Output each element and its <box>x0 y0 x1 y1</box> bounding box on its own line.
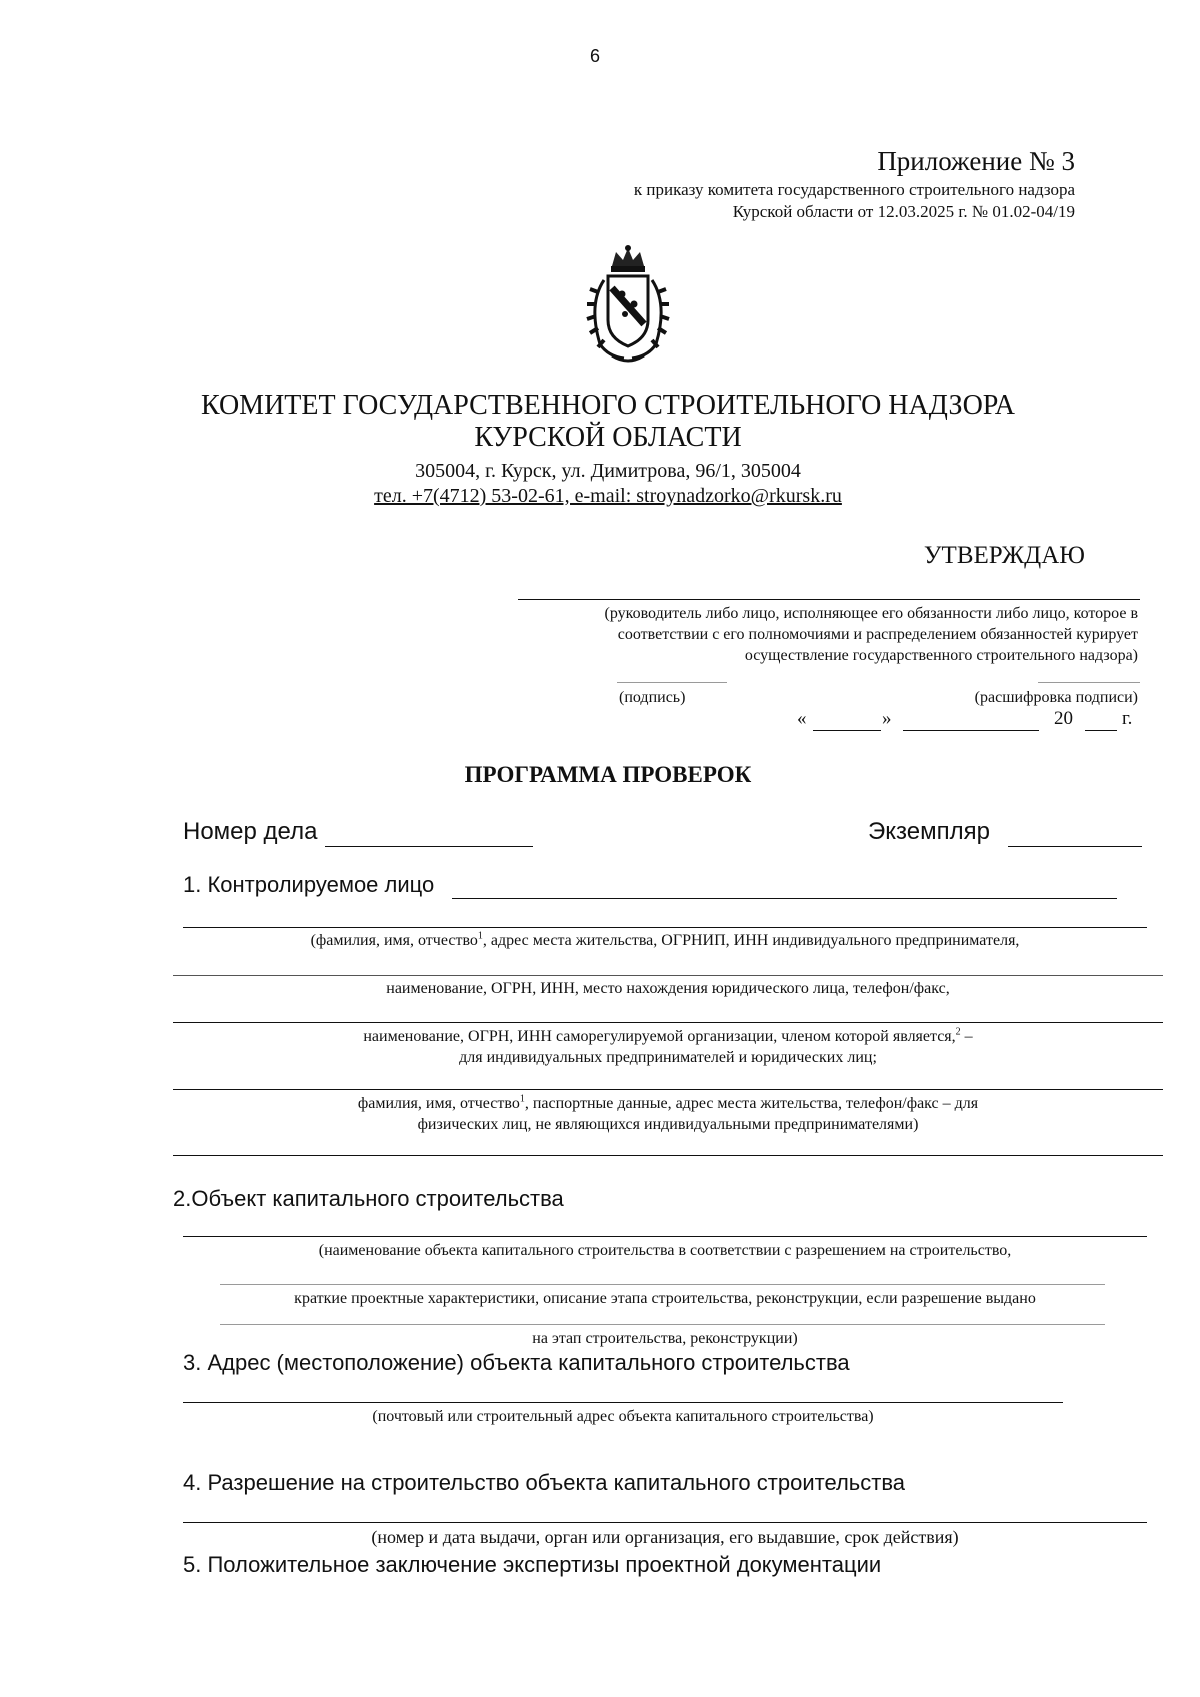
section1-caption1: (фамилия, имя, отчество$^1$, адрес места жительства, ОГРНИП, ИНН индивидуального предпринимателя, <box>310 930 1020 949</box>
section1-caption3-line2: для индивидуальных предпринимателей и юридических лиц; <box>459 1049 877 1066</box>
approver-caption-line1: (руководитель либо лицо, исполняющее его обязанности либо лицо, которое в <box>604 605 1138 622</box>
section1-input-line[interactable] <box>452 898 1117 899</box>
section1-caption4: фамилия, имя, отчество$^1$, паспортные данные, адрес места жительства, телефон/факс – для <box>357 1093 979 1112</box>
date-month-line <box>903 730 1039 731</box>
section1-label: 1. Контролируемое лицо <box>183 872 435 897</box>
section1-line4[interactable] <box>173 1022 1163 1023</box>
section1-line6[interactable] <box>173 1155 1163 1156</box>
section2-line3[interactable] <box>220 1324 1105 1325</box>
section2-caption2: краткие проектные характеристики, описание этапа строительства, реконструкции, если разрешение выдано <box>294 1290 1036 1307</box>
date-year-line <box>1085 730 1117 731</box>
decoding-label: (расшифровка подписи) <box>974 689 1138 706</box>
copy-label: Экземпляр <box>868 818 990 845</box>
section2-caption1: (наименование объекта капитального строительства в соответствии с разрешением на строительство, <box>318 1242 1012 1259</box>
date-year-suffix: г. <box>1122 708 1133 729</box>
document-title: ПРОГРАММА ПРОВЕРОК <box>464 762 752 787</box>
copy-line[interactable] <box>1008 846 1142 847</box>
section2-line2[interactable] <box>220 1284 1105 1285</box>
section3-caption: (почтовый или строительный адрес объекта капитального строительства) <box>372 1408 874 1425</box>
section5-label: 5. Положительное заключение экспертизы проектной документации <box>183 1552 882 1577</box>
approver-caption-line3: осуществление государственного строительного надзора) <box>744 647 1138 664</box>
case-number-label: Номер дела <box>183 818 318 845</box>
coat-of-arms-icon <box>578 244 678 369</box>
page-number: 6 <box>590 46 601 66</box>
org-contacts: тел. +7(4712) 53-02-61, e-mail: stroynadzorko@rkursk.ru <box>374 485 842 507</box>
section4-line[interactable] <box>183 1522 1147 1523</box>
decoding-line <box>1038 682 1140 683</box>
section1-line3[interactable] <box>173 975 1163 976</box>
case-number-line[interactable] <box>325 846 533 847</box>
appendix-order-line1: к приказу комитета государственного строительного надзора <box>633 180 1075 199</box>
section1-caption4-line2: физических лиц, не являющихся индивидуальными предпринимателями) <box>417 1116 919 1133</box>
org-address: 305004, г. Курск, ул. Димитрова, 96/1, 305004 <box>415 460 801 482</box>
date-open-quote: « <box>797 708 807 729</box>
section1-caption2: наименование, ОГРН, ИНН, место нахождения юридического лица, телефон/факс, <box>386 980 950 997</box>
section1-caption3: наименование, ОГРН, ИНН саморегулируемой организации, членом которой является,$^2$ – <box>363 1026 973 1045</box>
date-day-line <box>813 730 881 731</box>
date-close-quote: » <box>882 708 892 729</box>
date-year-prefix: 20 <box>1054 708 1073 729</box>
section4-label: 4. Разрешение на строительство объекта капитального строительства <box>183 1470 905 1495</box>
section3-label: 3. Адрес (местоположение) объекта капитального строительства <box>183 1350 850 1375</box>
section2-label: 2.Объект капитального строительства <box>173 1186 564 1211</box>
appendix-title: Приложение № 3 <box>877 146 1075 176</box>
approver-line <box>518 599 1140 600</box>
org-name-line2: КУРСКОЙ ОБЛАСТИ <box>474 422 742 453</box>
section4-caption: (номер и дата выдачи, орган или организация, его выдавшие, срок действия) <box>371 1527 959 1547</box>
org-name-line1: КОМИТЕТ ГОСУДАРСТВЕННОГО СТРОИТЕЛЬНОГО НАДЗОРА <box>200 390 1016 421</box>
section2-caption3: на этап строительства, реконструкции) <box>532 1330 798 1347</box>
approver-caption-line2: соответствии с его полномочиями и распределением обязанностей курирует <box>617 626 1138 643</box>
section3-line[interactable] <box>183 1402 1063 1403</box>
section1-line5[interactable] <box>173 1089 1163 1090</box>
appendix-order-line2: Курской области от 12.03.2025 г. № 01.02-04/19 <box>732 202 1075 221</box>
approval-heading: УТВЕРЖДАЮ <box>923 542 1085 569</box>
signature-label: (подпись) <box>619 689 686 706</box>
section1-line2[interactable] <box>183 927 1147 928</box>
signature-line <box>617 682 727 683</box>
section2-line1[interactable] <box>183 1236 1147 1237</box>
